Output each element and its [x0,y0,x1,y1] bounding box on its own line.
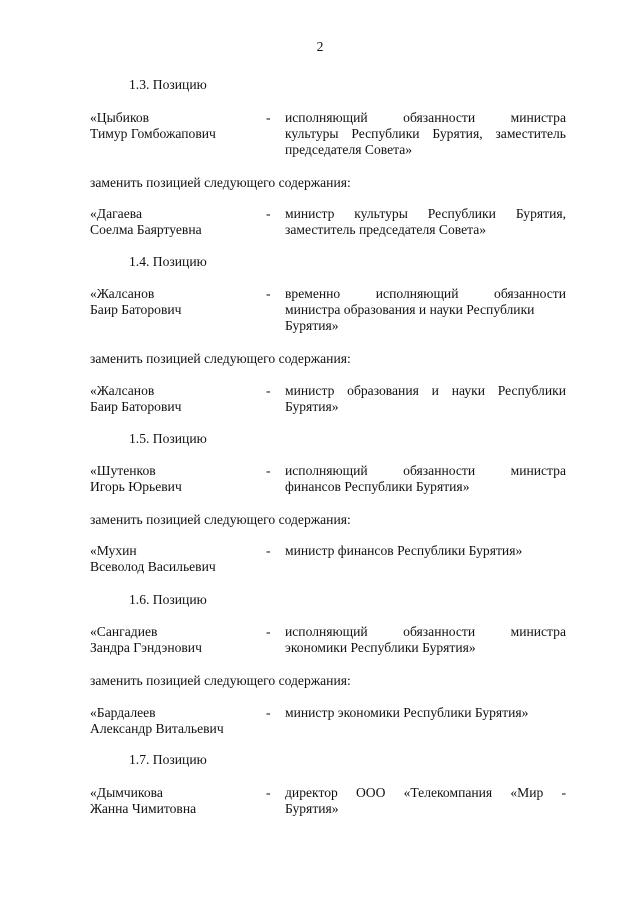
old-person-name-1-6 [90,624,202,656]
surname: «Шутенков [90,463,156,478]
given-names: Жанна Чимитовна [90,801,197,816]
old-person-name-1-7 [90,785,196,817]
dash-separator: - [266,785,271,800]
given-names: Соелма Баяртуевна [90,222,202,237]
surname: «Дагаева [90,206,143,221]
dash-separator: - [266,286,271,301]
surname: «Цыбиков [90,110,150,125]
new-person-name-1-6 [90,705,224,737]
surname: «Жалсанов [90,383,155,398]
dash-separator: - [266,383,271,398]
desc-line: Бурятия» [285,801,339,816]
desc-line: министр культуры Республики Бурятия, [285,206,566,221]
desc-line: экономики Республики Бурятия» [285,640,476,655]
surname: «Жалсанов [90,286,155,301]
given-names: Зандра Гэндэнович [90,640,202,655]
given-names: Баир Баторович [90,302,182,317]
new-position-desc-1-6 [285,705,566,721]
old-position-desc-1-6 [285,624,566,656]
new-position-desc-1-5 [285,543,566,559]
section-heading-1-3: 1.3. Позицию [129,77,207,92]
section-heading-1-4: 1.4. Позицию [129,254,207,269]
given-names: Игорь Юрьевич [90,479,182,494]
new-position-desc-1-4 [285,383,566,415]
dash-separator: - [266,543,271,558]
new-person-name-1-4 [90,383,181,415]
new-person-name-1-3 [90,206,202,238]
replace-note-1-6: заменить позицией следующего содержания: [90,673,351,688]
old-position-desc-1-4 [285,286,566,334]
desc-line: Бурятия» [285,318,339,333]
desc-line: исполняющий обязанности министра [285,624,566,639]
desc-line: культуры Республики Бурятия, заместитель [285,126,566,141]
desc-line: финансов Республики Бурятия» [285,479,470,494]
dash-separator: - [266,110,271,125]
page-number: 2 [316,39,324,54]
old-position-desc-1-5 [285,463,566,495]
old-position-desc-1-3 [285,110,566,158]
desc-line: Бурятия» [285,399,339,414]
section-heading-1-7: 1.7. Позицию [129,752,207,767]
old-person-name-1-5 [90,463,182,495]
given-names: Всеволод Васильевич [90,559,216,574]
desc-line: министр образования и науки Республики [285,383,566,398]
surname: «Дымчикова [90,785,163,800]
surname: «Мухин [90,543,137,558]
desc-line: министра образования и науки Республики [285,302,535,317]
surname: «Бардалеев [90,705,156,720]
dash-separator: - [266,624,271,639]
desc-line: председателя Совета» [285,142,413,157]
section-heading-1-5: 1.5. Позицию [129,431,207,446]
old-position-desc-1-7 [285,785,566,817]
desc-line: директор ООО «Телекомпания «Мир - [285,785,566,800]
desc-line: министр экономики Республики Бурятия» [285,705,529,720]
given-names: Тимур Гомбожапович [90,126,216,141]
surname: «Сангадиев [90,624,158,639]
dash-separator: - [266,463,271,478]
desc-line: министр финансов Республики Бурятия» [285,543,523,558]
given-names: Александр Витальевич [90,721,224,736]
section-heading-1-6: 1.6. Позицию [129,592,207,607]
replace-note-1-3: заменить позицией следующего содержания: [90,175,351,190]
given-names: Баир Баторович [90,399,182,414]
desc-line: исполняющий обязанности министра [285,110,566,125]
desc-line: заместитель председателя Совета» [285,222,487,237]
new-position-desc-1-3 [285,206,566,238]
desc-line: исполняющий обязанности министра [285,463,566,478]
dash-separator: - [266,705,271,720]
old-person-name-1-3 [90,110,216,142]
replace-note-1-5: заменить позицией следующего содержания: [90,512,351,527]
replace-note-1-4: заменить позицией следующего содержания: [90,351,351,366]
desc-line: временно исполняющий обязанности [285,286,566,301]
old-person-name-1-4 [90,286,181,318]
new-person-name-1-5 [90,543,216,575]
dash-separator: - [266,206,271,221]
